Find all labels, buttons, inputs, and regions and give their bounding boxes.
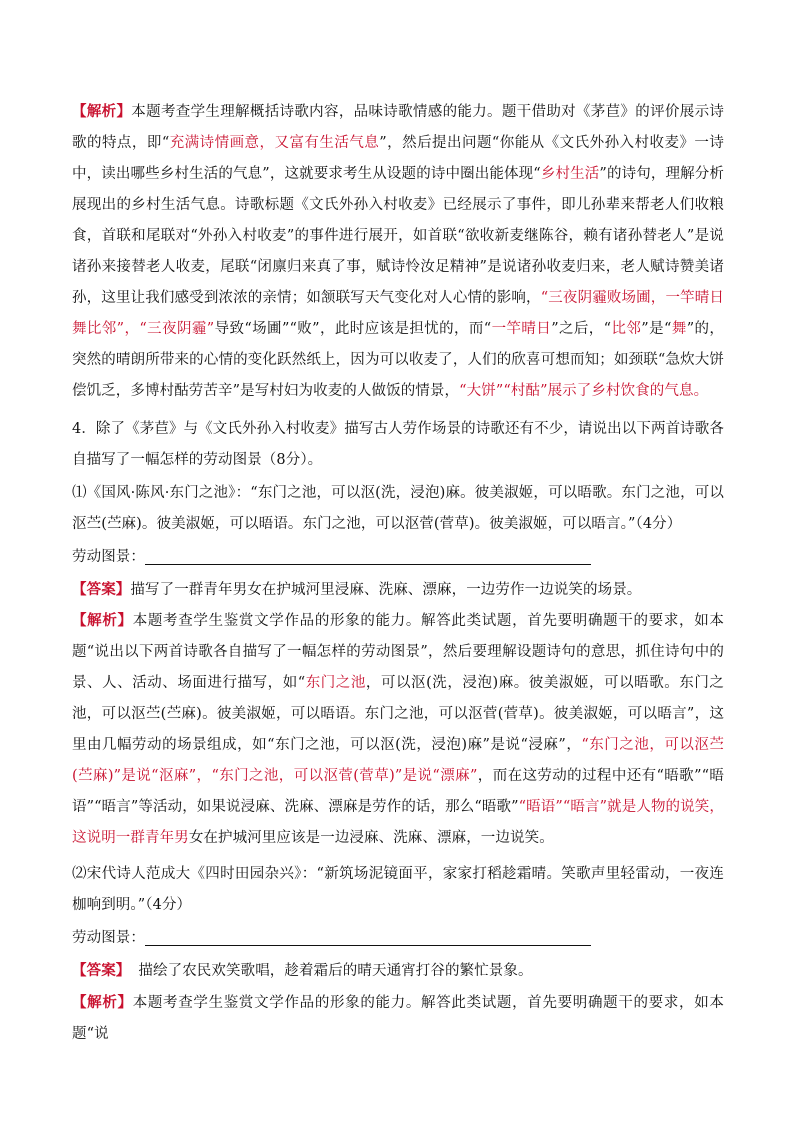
highlight-span: 舞: [671, 321, 687, 337]
blank-label: 劳动图景：: [72, 930, 145, 946]
highlight-span: “大饼”“村酤”展示了乡村饮食的气息。: [459, 383, 709, 399]
highlight-span: 乡村生活: [540, 166, 600, 182]
blank-label: 劳动图景：: [72, 549, 145, 565]
answer-blank-2: [72, 923, 724, 954]
text-span: ”的，突然的晴朗所带来的心情的变化跃然纸上，因为可以收麦了，人们的欣喜可想而知；如颈联“急炊大饼偿饥乏，多博村酤劳苦辛”是写村妇为收麦的人做饭的情景，: [72, 321, 724, 399]
text-span: ，可以沤(洗，浸泡)麻。彼美淑姬，可以晤歌。东门之池，可以沤苎(苎麻)。彼美淑姬，可以晤语。东门之池，可以沤菅(菅草)。彼美淑姬，可以晤言”，这里由几幅劳动的场景组成，如“东门之池，可以沤(洗，浸泡)麻”是说“浸麻”，: [72, 675, 724, 753]
text-span: 本题考查学生鉴赏文学作品的形象的能力。解答此类试题，首先要明确题干的要求，如本题“说: [72, 995, 724, 1042]
highlight-span: “三夜阴霾败场圃，一竿晴日舞比邻”，“三夜阴霾”: [72, 290, 724, 337]
text-span: ”之后，“: [551, 321, 612, 337]
sub-question-1: ⑴《国风·陈风·东门之池》：“东门之池，可以沤(洗，浸泡)麻。彼美淑姬，可以晤歌。东门之池，可以沤苎(苎麻)。彼美淑姬，可以晤语。东门之池，可以沤菅(菅草)。彼美淑姬，可以晤言。”（4分）: [72, 485, 724, 532]
highlight-span: “东门之池，可以沤苎(苎麻)”是说“沤麻”，“东门之池，可以沤菅(菅草)”是说“漂麻”: [72, 737, 724, 784]
answer-1: [72, 574, 724, 606]
analysis-paragraph-1: [72, 605, 724, 854]
analysis-paragraph-poem-life: [72, 96, 724, 408]
answer-tag: 【答案】: [72, 962, 131, 979]
text-span: ”是“: [641, 321, 672, 337]
analysis-tag: 【解析】: [72, 103, 132, 120]
text-span: 本题考查学生理解概括诗歌内容，品味诗歌情感的能力。题干借助对《茅苣》的评价展示诗歌的特点，即“: [72, 104, 724, 151]
analysis-paragraph-2: [72, 987, 724, 1042]
text-span: 导致“场圃”“败”，此时应该是担忧的，而“: [214, 321, 492, 337]
analysis-tag: 【解析】: [72, 994, 133, 1011]
answer-tag: 【答案】: [72, 581, 131, 598]
highlight-span: 东门之池: [305, 675, 366, 691]
text-span: ”的诗句，理解分析展现出的乡村生活气息。诗歌标题《文氏外孙入村收麦》已经展示了事件，即儿孙辈来帮老人们收粮食，首联和尾联对“外孙入村收麦”的事件进行展开，如首联“欲收新麦继陈谷，赖有诸孙替老人”是说诸孙来接替老人收麦，尾联“闭廪归来真了事，赋诗怜汝足精神”是说诸孙收麦归来，老人赋诗赞美诸孙，这里让我们感受到浓浓的亲情；如颔联写天气变化对人心情的影响，: [72, 166, 725, 306]
answer-text: 描绘了农民欢笑歌唱，趁着霜后的晴天通宵打谷的繁忙景象。: [138, 963, 533, 979]
text-span: ”，然后提出问题“你能从《文氏外孙入村收麦》一诗中，读出哪些乡村生活的气息”，这就要求考生从设题的诗中圈出能体现“: [72, 135, 724, 182]
text-span: 女在护城河里应该是一边浸麻、洗麻、漂麻，一边说笑。: [188, 830, 554, 846]
answer-text: 描写了一群青年男女在护城河里浸麻、洗麻、漂麻，一边劳作一边说笑的场景。: [130, 582, 642, 598]
answer-line: [145, 927, 591, 946]
sub-question-2: ⑵宋代诗人范成大《四时田园杂兴》：“新筑场泥镜面平，家家打稻趁霜晴。笑歌声里轻雷动，一夜连枷响到明。”（4分）: [72, 866, 724, 913]
text-span: ，而在这劳动的过程中还有“晤歌”“晤语”“晤言”等活动，如果说浸麻、洗麻、漂麻是劳作的话，那么“晤歌”: [72, 768, 724, 815]
answer-2: [72, 955, 724, 987]
analysis-tag: 【解析】: [72, 612, 133, 629]
highlight-span: 一竿晴日: [491, 321, 552, 337]
question-4-stem: 4．除了《茅苣》与《文氏外孙入村收麦》描写古人劳作场景的诗歌还有不少，请说出以下两首诗歌各自描写了一幅怎样的劳动图景（8分）。: [72, 421, 724, 468]
highlight-span: 充满诗情画意，又富有生活气息: [169, 135, 380, 151]
answer-line: [145, 546, 591, 565]
highlight-span: 比邻: [611, 321, 642, 337]
answer-blank-1: [72, 542, 724, 573]
text-span: 本题考查学生鉴赏文学作品的形象的能力。解答此类试题，首先要明确题干的要求，如本题“说出以下两首诗歌各自描写了一幅怎样的劳动图景”，然后要理解设题诗句的意思，抓住诗句中的景、人、活动、场面进行描写，如“: [72, 613, 724, 691]
highlight-span: “晤语”“晤言”就是人物的说笑，这说明一群青年男: [72, 799, 724, 846]
